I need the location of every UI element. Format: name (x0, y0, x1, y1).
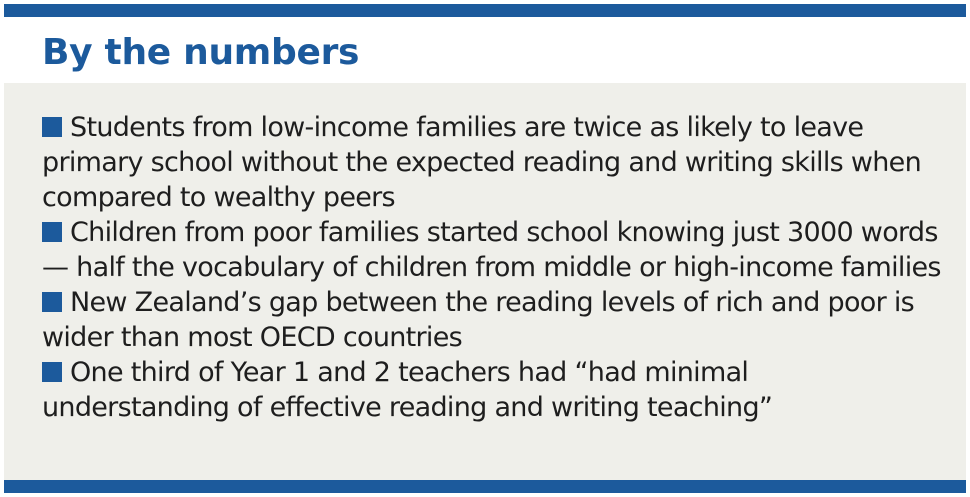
list-item (42, 110, 942, 215)
list-item (42, 285, 942, 355)
list-item-text: Students from low-income families are twice as likely to leave primary school without the expected reading and writing skills when compared to wealthy peers (42, 112, 921, 213)
top-rule (4, 4, 966, 17)
square-bullet-icon (42, 362, 62, 382)
facts-panel (4, 83, 966, 480)
list-item (42, 215, 942, 285)
header (4, 17, 966, 83)
list-item-text: New Zealand’s gap between the reading levels of rich and poor is wider than most OECD countries (42, 287, 915, 353)
list-item-text: One third of Year 1 and 2 teachers had “had minimal understanding of effective reading and writing teaching” (42, 357, 773, 423)
list-item (42, 355, 942, 425)
bottom-rule (4, 480, 966, 493)
list-item-text: Children from poor families started school knowing just 3000 words — half the vocabulary of children from middle or high-income families (42, 217, 941, 283)
square-bullet-icon (42, 117, 62, 137)
facts-list (42, 110, 942, 425)
square-bullet-icon (42, 222, 62, 242)
page-title: By the numbers (42, 32, 360, 73)
square-bullet-icon (42, 292, 62, 312)
